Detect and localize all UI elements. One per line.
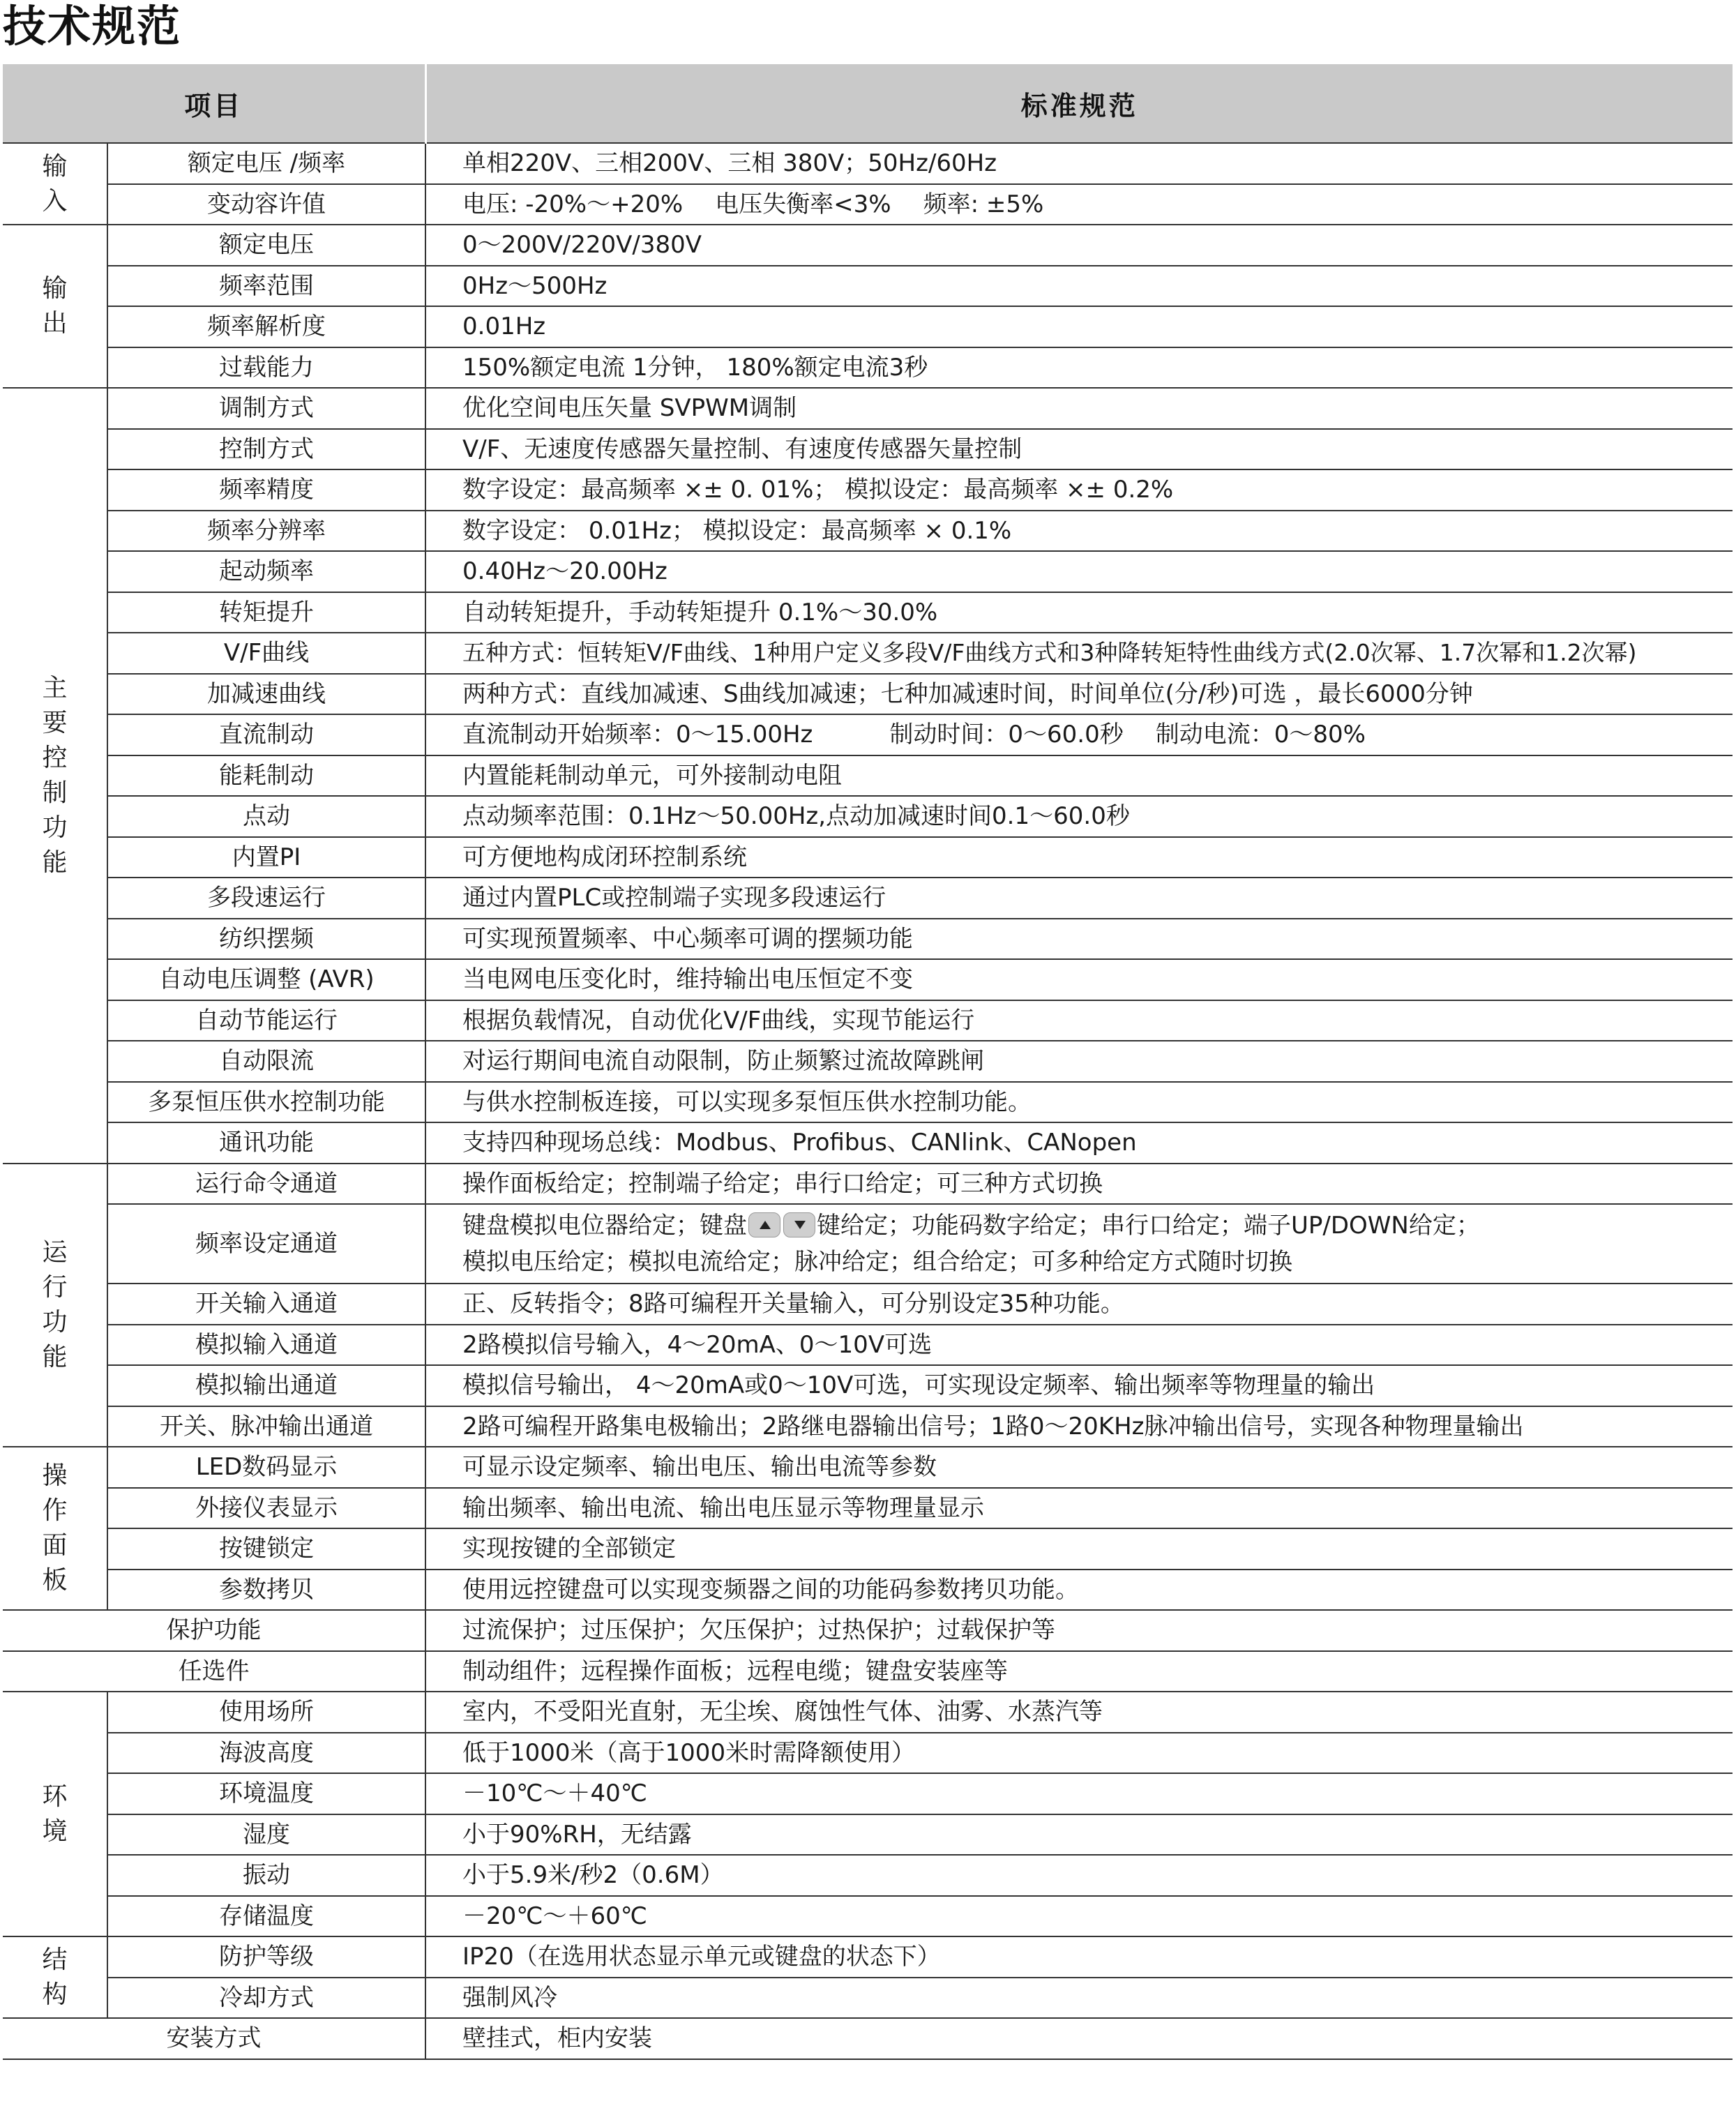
- table-row: [3, 1855, 1733, 1896]
- value-cell: 可实现预置频率、中心频率可调的摆频功能: [425, 919, 1733, 960]
- table-row: [3, 306, 1733, 347]
- table-row: [3, 551, 1733, 592]
- value-cell: [425, 1204, 1733, 1284]
- value-cell: 壁挂式，柜内安装: [425, 2018, 1733, 2059]
- table-row: [3, 1528, 1733, 1570]
- value-part: 制动时间：0～60.0秒: [889, 721, 1124, 749]
- value-part: 频率: ±5%: [923, 190, 1044, 218]
- value-cell: V/F、无速度传感器矢量控制、有速度传感器矢量控制: [425, 429, 1733, 470]
- table-row: [3, 347, 1733, 389]
- table-row: [3, 592, 1733, 633]
- table-row: [3, 184, 1733, 225]
- item-cell: 自动电压调整 (AVR): [107, 959, 425, 1000]
- value-cell: 0.40Hz～20.00Hz: [425, 551, 1733, 592]
- table-row: [3, 1570, 1733, 1611]
- value-cell: 单相220V、三相200V、三相 380V；50Hz/60Hz: [425, 143, 1733, 184]
- table-row: [3, 755, 1733, 797]
- item-cell: 频率解析度: [107, 306, 425, 347]
- table-row: [3, 1082, 1733, 1123]
- item-cell: 环境温度: [107, 1773, 425, 1814]
- item-cell: 调制方式: [107, 388, 425, 429]
- table-row: [3, 1814, 1733, 1856]
- value-cell: －20℃～＋60℃: [425, 1896, 1733, 1937]
- item-cell: 变动容许值: [107, 184, 425, 225]
- item-cell: 外接仪表显示: [107, 1488, 425, 1529]
- value-cell: 实现按键的全部锁定: [425, 1528, 1733, 1570]
- value-part: 模拟电压给定；模拟电流给定；脉冲给定；组合给定；可多种给定方式随时切换: [462, 1248, 1293, 1276]
- item-cell: 纺织摆频: [107, 919, 425, 960]
- value-cell: 优化空间电压矢量 SVPWM调制: [425, 388, 1733, 429]
- value-cell: 低于1000米（高于1000米时需降额使用）: [425, 1733, 1733, 1774]
- table-row: [3, 878, 1733, 919]
- value-cell: 过流保护；过压保护；欠压保护；过热保护；过载保护等: [425, 1610, 1733, 1651]
- item-cell: 开关、脉冲输出通道: [107, 1406, 425, 1447]
- value-cell: 对运行期间电流自动限制，防止频繁过流故障跳闸: [425, 1041, 1733, 1082]
- value-cell: 0.01Hz: [425, 306, 1733, 347]
- spec-table: [3, 64, 1733, 2060]
- item-cell: 频率设定通道: [107, 1204, 425, 1284]
- table-row: [3, 266, 1733, 307]
- item-cell: 按键锁定: [107, 1528, 425, 1570]
- value-part: 键给定；功能码数字给定；串行口给定；端子UP/DOWN给定；: [817, 1212, 1480, 1240]
- item-cell: 运行命令通道: [107, 1164, 425, 1205]
- table-row: [3, 388, 1733, 429]
- table-row: [3, 1692, 1733, 1733]
- value-cell: 正、反转指令；8路可编程开关量输入，可分别设定35种功能。: [425, 1284, 1733, 1325]
- item-cell: 通讯功能: [107, 1122, 425, 1164]
- group-output: 输出: [3, 225, 107, 388]
- value-cell: 模拟信号输出， 4～20mA或0～10V可选，可实现设定频率、输出频率等物理量的输出: [425, 1365, 1733, 1406]
- table-row: [3, 2018, 1733, 2059]
- table-row: [3, 1365, 1733, 1406]
- item-cell: V/F曲线: [107, 633, 425, 674]
- table-row: [3, 1978, 1733, 2019]
- table-row: [3, 1936, 1733, 1978]
- table-row: [3, 1733, 1733, 1774]
- table-row: [3, 1651, 1733, 1692]
- value-cell: 0～200V/220V/380V: [425, 225, 1733, 266]
- value-cell: [425, 184, 1733, 225]
- table-row: [3, 511, 1733, 552]
- item-cell: 振动: [107, 1855, 425, 1896]
- value-cell: 室内，不受阳光直射，无尘埃、腐蚀性气体、油雾、水蒸汽等: [425, 1692, 1733, 1733]
- item-cell: 加减速曲线: [107, 674, 425, 715]
- table-row: [3, 796, 1733, 837]
- item-cell: 频率范围: [107, 266, 425, 307]
- item-cell: 能耗制动: [107, 755, 425, 797]
- table-row: [3, 225, 1733, 266]
- value-cell: 可显示设定频率、输出电压、输出电流等参数: [425, 1447, 1733, 1488]
- value-cell: 0Hz～500Hz: [425, 266, 1733, 307]
- table-row: [3, 919, 1733, 960]
- item-cell: LED数码显示: [107, 1447, 425, 1488]
- item-cell: 模拟输入通道: [107, 1325, 425, 1366]
- table-row: [3, 1325, 1733, 1366]
- value-cell: 操作面板给定；控制端子给定；串行口给定；可三种方式切换: [425, 1164, 1733, 1205]
- table-row: [3, 837, 1733, 878]
- header-spec: 标准规范: [425, 64, 1733, 143]
- value-part: 键盘模拟电位器给定；键盘: [462, 1212, 748, 1240]
- item-cell: 防护等级: [107, 1936, 425, 1978]
- table-row: [3, 1000, 1733, 1041]
- value-part: 电压: -20%～+20%: [462, 190, 684, 218]
- item-cell: 安装方式: [3, 2018, 425, 2059]
- value-part: 电压失衡率<3%: [715, 190, 891, 218]
- value-cell: 可方便地构成闭环控制系统: [425, 837, 1733, 878]
- group-control: 主要控制功能: [3, 388, 107, 1164]
- group-env: 环境: [3, 1692, 107, 1936]
- value-cell: 150%额定电流 1分钟， 180%额定电流3秒: [425, 347, 1733, 389]
- table-row: [3, 633, 1733, 674]
- table-row: [3, 1447, 1733, 1488]
- value-cell: 数字设定：最高频率 ×± 0. 01%； 模拟设定：最高频率 ×± 0.2%: [425, 469, 1733, 511]
- table-row: [3, 469, 1733, 511]
- item-cell: 模拟输出通道: [107, 1365, 425, 1406]
- table-row: [3, 1406, 1733, 1447]
- group-panel: 操作面板: [3, 1447, 107, 1610]
- value-cell: 当电网电压变化时，维持输出电压恒定不变: [425, 959, 1733, 1000]
- value-cell: 五种方式：恒转矩V/F曲线、1种用户定义多段V/F曲线方式和3种降转矩特性曲线方式(2.0次幂、1.7次幂和1.2次幂): [425, 633, 1733, 674]
- value-cell: 自动转矩提升，手动转矩提升 0.1%～30.0%: [425, 592, 1733, 633]
- item-cell: 自动限流: [107, 1041, 425, 1082]
- table-row: [3, 1773, 1733, 1814]
- value-cell: 制动组件；远程操作面板；远程电缆；键盘安装座等: [425, 1651, 1733, 1692]
- item-cell: 参数拷贝: [107, 1570, 425, 1611]
- table-row: [3, 143, 1733, 184]
- item-cell: 额定电压 /频率: [107, 143, 425, 184]
- item-cell: 冷却方式: [107, 1978, 425, 2019]
- table-row: [3, 1164, 1733, 1205]
- group-input: 输入: [3, 143, 107, 225]
- table-row: [3, 1041, 1733, 1082]
- value-cell: 小于90%RH，无结露: [425, 1814, 1733, 1856]
- item-cell: 任选件: [3, 1651, 425, 1692]
- value-cell: 输出频率、输出电流、输出电压显示等物理量显示: [425, 1488, 1733, 1529]
- item-cell: 频率精度: [107, 469, 425, 511]
- group-struct: 结构: [3, 1936, 107, 2018]
- value-cell: 使用远控键盘可以实现变频器之间的功能码参数拷贝功能。: [425, 1570, 1733, 1611]
- value-cell: 数字设定： 0.01Hz； 模拟设定：最高频率 × 0.1%: [425, 511, 1733, 552]
- item-cell: 转矩提升: [107, 592, 425, 633]
- item-cell: 额定电压: [107, 225, 425, 266]
- table-row: [3, 429, 1733, 470]
- down-arrow-key-icon: [783, 1212, 815, 1237]
- table-row: [3, 1204, 1733, 1284]
- value-cell: [425, 714, 1733, 755]
- value-cell: 强制风冷: [425, 1978, 1733, 2019]
- item-cell: 控制方式: [107, 429, 425, 470]
- item-cell: 保护功能: [3, 1610, 425, 1651]
- table-row: [3, 674, 1733, 715]
- item-cell: 内置PI: [107, 837, 425, 878]
- value-cell: 通过内置PLC或控制端子实现多段速运行: [425, 878, 1733, 919]
- table-header-row: [3, 64, 1733, 143]
- value-cell: 支持四种现场总线：Modbus、Profibus、CANlink、CANopen: [425, 1122, 1733, 1164]
- header-item: 项目: [3, 64, 425, 143]
- item-cell: 点动: [107, 796, 425, 837]
- value-cell: 两种方式：直线加减速、S曲线加减速；七种加减速时间，时间单位(分/秒)可选 ，最长6000分钟: [425, 674, 1733, 715]
- value-cell: 与供水控制板连接，可以实现多泵恒压供水控制功能。: [425, 1082, 1733, 1123]
- table-row: [3, 1610, 1733, 1651]
- value-cell: 2路模拟信号输入，4～20mA、0～10V可选: [425, 1325, 1733, 1366]
- table-row: [3, 1122, 1733, 1164]
- item-cell: 自动节能运行: [107, 1000, 425, 1041]
- value-cell: 小于5.9米/秒2（0.6M）: [425, 1855, 1733, 1896]
- item-cell: 过载能力: [107, 347, 425, 389]
- table-row: [3, 714, 1733, 755]
- value-cell: 内置能耗制动单元，可外接制动电阻: [425, 755, 1733, 797]
- value-cell: 根据负载情况，自动优化V/F曲线，实现节能运行: [425, 1000, 1733, 1041]
- up-arrow-key-icon: [748, 1212, 780, 1237]
- item-cell: 起动频率: [107, 551, 425, 592]
- item-cell: 开关输入通道: [107, 1284, 425, 1325]
- group-run: 运行功能: [3, 1164, 107, 1447]
- table-row: [3, 959, 1733, 1000]
- item-cell: 海波高度: [107, 1733, 425, 1774]
- value-cell: －10℃～＋40℃: [425, 1773, 1733, 1814]
- value-cell: IP20（在选用状态显示单元或键盘的状态下）: [425, 1936, 1733, 1978]
- item-cell: 使用场所: [107, 1692, 425, 1733]
- item-cell: 频率分辨率: [107, 511, 425, 552]
- value-cell: 点动频率范围：0.1Hz～50.00Hz,点动加减速时间0.1～60.0秒: [425, 796, 1733, 837]
- value-cell: 2路可编程开路集电极输出；2路继电器输出信号；1路0～20KHz脉冲输出信号，实现各种物理量输出: [425, 1406, 1733, 1447]
- value-part: 制动电流：0～80%: [1155, 721, 1366, 749]
- item-cell: 多段速运行: [107, 878, 425, 919]
- table-row: [3, 1896, 1733, 1937]
- item-cell: 湿度: [107, 1814, 425, 1856]
- item-cell: 多泵恒压供水控制功能: [107, 1082, 425, 1123]
- table-row: [3, 1284, 1733, 1325]
- page-title: 技术规范: [3, 1, 182, 52]
- table-row: [3, 1488, 1733, 1529]
- item-cell: 存储温度: [107, 1896, 425, 1937]
- item-cell: 直流制动: [107, 714, 425, 755]
- value-part: 直流制动开始频率：0～15.00Hz: [462, 721, 813, 749]
